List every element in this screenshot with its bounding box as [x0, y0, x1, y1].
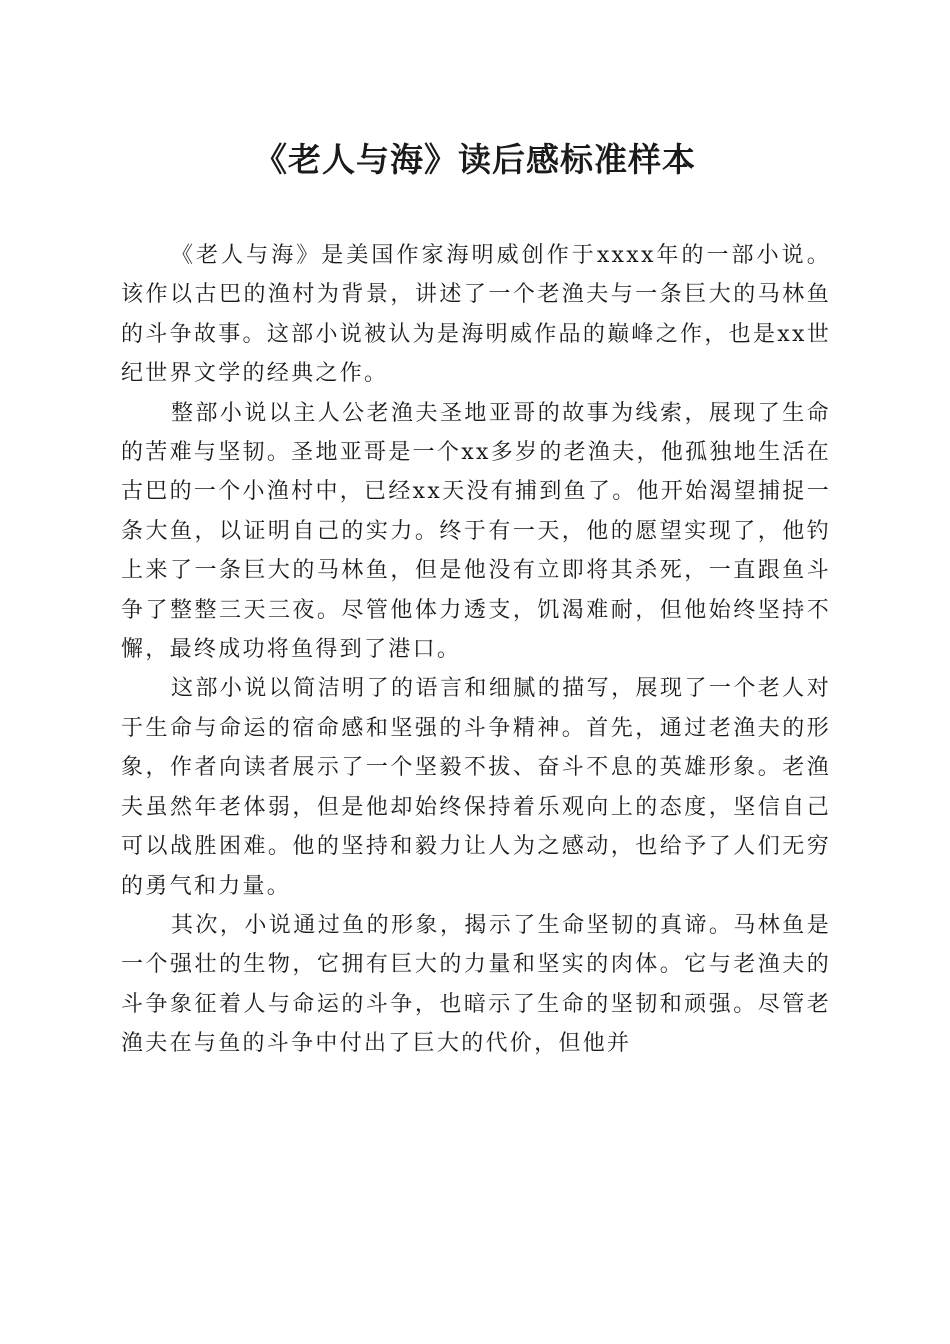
paragraph-plot: 整部小说以主人公老渔夫圣地亚哥的故事为线索，展现了生命的苦难与坚韧。圣地亚哥是一个xx多岁的老渔夫，他孤独地生活在古巴的一个小渔村中，已经xx天没有捕到鱼了。他开始渴望捕捉一条大鱼，以证明自己的实力。终于有一天，他的愿望实现了，他钓上来了一条巨大的马林鱼，但是他没有立即将其杀死，一直跟鱼斗争了整整三天三夜。尽管他体力透支，饥渴难耐，但他始终坚持不懈，最终成功将鱼得到了港口。 [121, 400, 831, 663]
document-title: 《老人与海》读后感标准样本 [254, 140, 696, 179]
document-body [121, 236, 831, 1064]
paragraph-intro: 《老人与海》是美国作家海明威创作于xxxx年的一部小说。该作以古巴的渔村为背景，讲述了一个老渔夫与一条巨大的马林鱼的斗争故事。这部小说被认为是海明威作品的巅峰之作，也是xx世纪世界文学的经典之作。 [121, 243, 831, 387]
paragraph-theme: 这部小说以简洁明了的语言和细腻的描写，展现了一个老人对于生命与命运的宿命感和坚强的斗争精神。首先，通过老渔夫的形象，作者向读者展示了一个坚毅不拔、奋斗不息的英雄形象。老渔夫虽然年老体弱，但是他却始终保持着乐观向上的态度，坚信自己可以战胜困难。他的坚持和毅力让人为之感动，也给予了人们无穷的勇气和力量。 [121, 676, 831, 899]
paragraph-fish: 其次，小说通过鱼的形象，揭示了生命坚韧的真谛。马林鱼是一个强壮的生物，它拥有巨大的力量和坚实的肉体。它与老渔夫的斗争象征着人与命运的斗争，也暗示了生命的坚韧和顽强。尽管老渔夫在与鱼的斗争中付出了巨大的代价，但他并 [121, 912, 831, 1057]
